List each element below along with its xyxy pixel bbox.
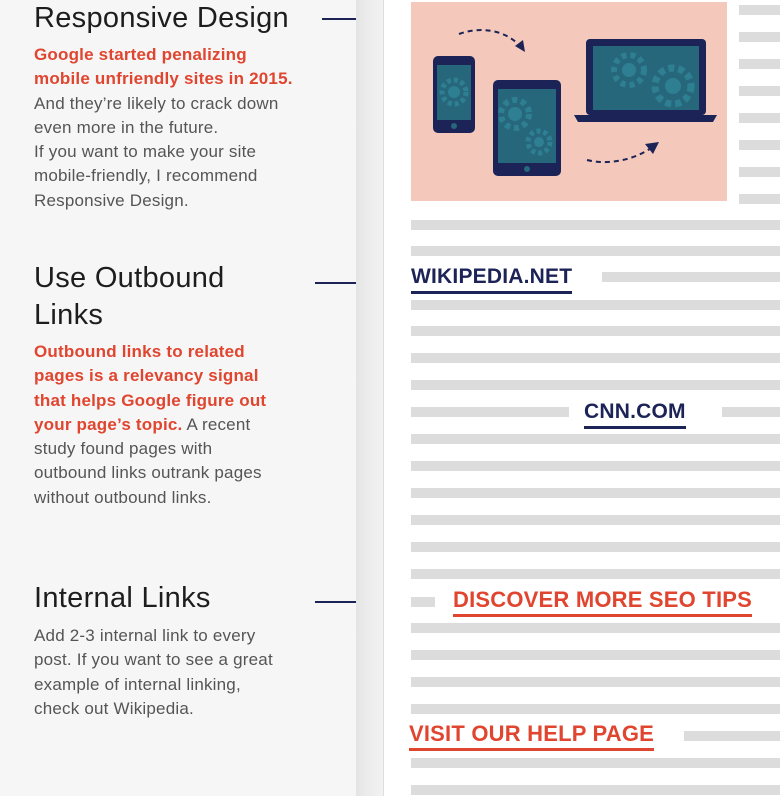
placeholder-line: [602, 272, 780, 282]
placeholder-line: [411, 758, 780, 768]
placeholder-line: [411, 380, 780, 390]
highlight-text: Outbound links to related: [34, 342, 245, 361]
highlight-text: mobile unfriendly sites in 2015.: [34, 69, 293, 89]
placeholder-line: [411, 704, 780, 714]
link-visit-help-page[interactable]: VISIT OUR HELP PAGE: [409, 720, 654, 751]
highlight-text: Google started penalizing: [34, 45, 247, 64]
body-line: Add 2-3 internal link to every: [34, 626, 256, 645]
placeholder-line: [722, 407, 780, 417]
placeholder-line: [684, 731, 780, 741]
link-discover-more-seo-tips[interactable]: DISCOVER MORE SEO TIPS: [453, 586, 752, 617]
placeholder-line: [739, 167, 780, 177]
placeholder-line: [739, 59, 780, 69]
placeholder-line: [411, 677, 780, 687]
placeholder-line: [411, 407, 569, 417]
placeholder-line: [411, 434, 780, 444]
heading-responsive-design: [34, 0, 289, 37]
body-line: A recent: [182, 414, 251, 434]
heading-internal-links: [34, 580, 211, 617]
placeholder-line: [739, 32, 780, 42]
placeholder-line: [411, 353, 780, 363]
heading-line: Responsive Design: [34, 2, 289, 34]
phone-icon: [433, 56, 475, 133]
body-line: study found pages with: [34, 439, 213, 459]
placeholder-line: [411, 220, 780, 230]
placeholder-line: [739, 194, 780, 204]
body-line: mobile-friendly, I recommend: [34, 166, 258, 186]
placeholder-line: [411, 515, 780, 525]
placeholder-line: [411, 597, 435, 607]
laptop-icon: [574, 39, 717, 122]
responsive-devices-illustration: [411, 2, 727, 201]
highlight-text: pages is a relevancy signal: [34, 366, 259, 386]
body-line: And they’re likely to crack down: [34, 93, 279, 113]
placeholder-line: [411, 623, 780, 633]
highlight-text: that helps Google figure out: [34, 390, 267, 410]
link-cnn[interactable]: CNN.COM: [584, 399, 686, 429]
heading-line: Internal Links: [34, 582, 211, 614]
placeholder-line: [411, 300, 780, 310]
left-panel: [0, 0, 356, 796]
body-line: Responsive Design.: [34, 190, 189, 210]
placeholder-line: [411, 650, 780, 660]
placeholder-line: [411, 542, 780, 552]
placeholder-line: [411, 461, 780, 471]
heading-line: Links: [34, 299, 104, 331]
placeholder-line: [739, 86, 780, 96]
body-line: example of internal linking,: [34, 674, 241, 694]
body-line: post. If you want to see a great: [34, 650, 273, 670]
body-line: If you want to make your site: [34, 142, 257, 162]
highlight-text: your page’s topic.: [34, 414, 183, 434]
heading-line: Use Outbound: [34, 262, 225, 294]
placeholder-line: [739, 5, 780, 15]
placeholder-line: [739, 140, 780, 150]
body-line: outbound links outrank pages: [34, 463, 262, 483]
internal-links-text: [34, 624, 326, 721]
body-line: check out Wikipedia.: [34, 698, 194, 718]
placeholder-line: [411, 569, 780, 579]
placeholder-line: [411, 785, 780, 795]
body-line: without outbound links.: [34, 487, 212, 507]
outbound-links-text: [34, 340, 326, 510]
placeholder-line: [739, 113, 780, 123]
placeholder-line: [411, 326, 780, 336]
tablet-icon: [493, 80, 561, 176]
placeholder-line: [411, 488, 780, 498]
body-line: even more in the future.: [34, 117, 219, 137]
divider-shadow: [356, 0, 384, 796]
responsive-design-text: [34, 43, 326, 213]
link-wikipedia[interactable]: WIKIPEDIA.NET: [411, 264, 572, 294]
heading-use-outbound-links: [34, 260, 225, 334]
placeholder-line: [411, 246, 780, 256]
